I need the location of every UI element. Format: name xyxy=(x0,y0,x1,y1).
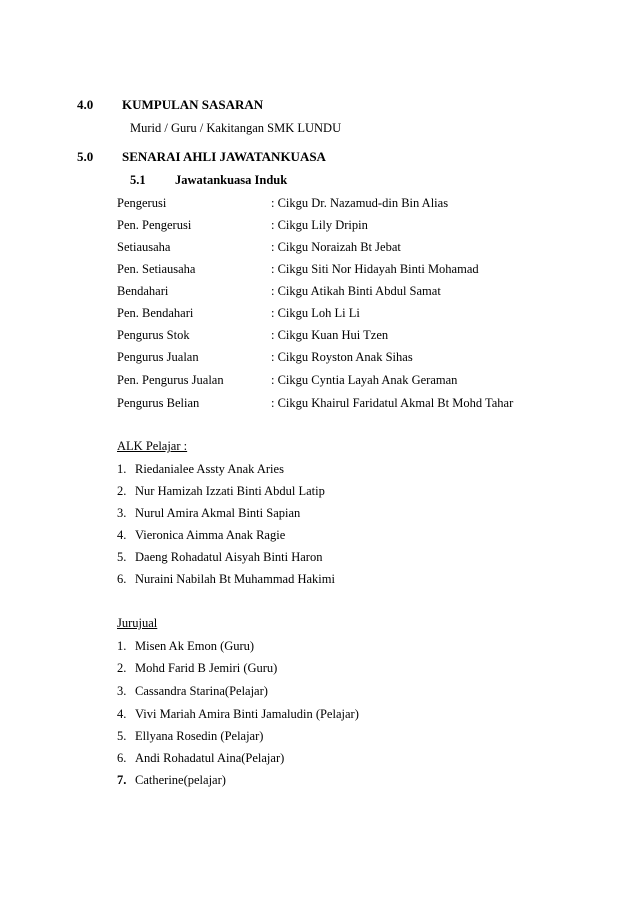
committee-member: : Cikgu Atikah Binti Abdul Samat xyxy=(271,284,441,298)
committee-member: : Cikgu Lily Dripin xyxy=(271,218,368,232)
list-item xyxy=(117,773,226,788)
committee-row xyxy=(117,196,617,214)
list-item xyxy=(117,506,300,521)
list-text: Nur Hamizah Izzati Binti Abdul Latip xyxy=(135,484,325,498)
list-item xyxy=(117,484,325,499)
list-text: Nurul Amira Akmal Binti Sapian xyxy=(135,506,301,520)
list-item xyxy=(117,639,254,654)
list-number: 4. xyxy=(117,707,127,721)
list-number: 2. xyxy=(117,661,127,675)
committee-member: : Cikgu Royston Anak Sihas xyxy=(271,350,413,364)
committee-member: : Cikgu Cyntia Layah Anak Geraman xyxy=(271,373,458,387)
list-item xyxy=(117,550,322,565)
list-text: Cassandra Starina(Pelajar) xyxy=(135,684,268,698)
section-5-title: SENARAI AHLI JAWATANKUASA xyxy=(122,149,326,164)
section-4-title: KUMPULAN SASARAN xyxy=(122,97,264,112)
list-item xyxy=(117,729,263,744)
list-number: 6. xyxy=(117,572,127,586)
list-text: Riedanialee Assty Anak Aries xyxy=(135,462,284,476)
list-text: Misen Ak Emon (Guru) xyxy=(135,639,255,653)
list-text: Nuraini Nabilah Bt Muhammad Hakimi xyxy=(135,572,335,586)
committee-role: Pen. Bendahari xyxy=(117,306,194,320)
committee-member: : Cikgu Loh Li Li xyxy=(271,306,360,320)
list-number: 3. xyxy=(117,684,127,698)
committee-row xyxy=(117,396,617,414)
list-text: Mohd Farid B Jemiri (Guru) xyxy=(135,661,278,675)
list-item xyxy=(117,707,359,722)
committee-row xyxy=(117,328,617,346)
list-item xyxy=(117,684,268,699)
list-text: Vivi Mariah Amira Binti Jamaludin (Pelajar) xyxy=(135,707,359,721)
list-item xyxy=(117,462,284,477)
jurujual-heading: Jurujual xyxy=(117,616,158,630)
committee-role: Pen. Pengurus Jualan xyxy=(117,373,224,387)
list-number: 5. xyxy=(117,729,127,743)
list-text: Catherine(pelajar) xyxy=(135,773,226,787)
list-number: 4. xyxy=(117,528,127,542)
committee-role: Pen. Pengerusi xyxy=(117,218,192,232)
committee-member: : Cikgu Noraizah Bt Jebat xyxy=(271,240,401,254)
committee-row xyxy=(117,373,617,391)
list-number: 3. xyxy=(117,506,127,520)
committee-member: : Cikgu Kuan Hui Tzen xyxy=(271,328,389,342)
committee-member: : Cikgu Khairul Faridatul Akmal Bt Mohd Tahar xyxy=(271,396,514,410)
list-item xyxy=(117,751,284,766)
list-number: 1. xyxy=(117,639,127,653)
list-item xyxy=(117,661,277,676)
committee-role: Pengerusi xyxy=(117,196,167,210)
committee-row xyxy=(117,218,617,236)
committee-row xyxy=(117,306,617,324)
committee-row xyxy=(117,240,617,258)
committee-role: Pengurus Belian xyxy=(117,396,200,410)
section-5-number: 5.0 xyxy=(77,149,94,164)
list-item xyxy=(117,528,285,543)
committee-row xyxy=(117,284,617,302)
list-number: 6. xyxy=(117,751,127,765)
list-item xyxy=(117,572,335,587)
subsection-number: 5.1 xyxy=(130,173,146,187)
list-number: 5. xyxy=(117,550,127,564)
committee-member: : Cikgu Dr. Nazamud-din Bin Alias xyxy=(271,196,449,210)
committee-row xyxy=(117,350,617,368)
committee-role: Bendahari xyxy=(117,284,169,298)
committee-row xyxy=(117,262,617,280)
committee-role: Pengurus Stok xyxy=(117,328,190,342)
alk-heading: ALK Pelajar : xyxy=(117,439,188,453)
section-4-number: 4.0 xyxy=(77,97,94,112)
committee-role: Pen. Setiausaha xyxy=(117,262,196,276)
committee-role: Pengurus Jualan xyxy=(117,350,199,364)
list-text: Vieronica Aimma Anak Ragie xyxy=(135,528,286,542)
committee-member: : Cikgu Siti Nor Hidayah Binti Mohamad xyxy=(271,262,479,276)
list-text: Andi Rohadatul Aina(Pelajar) xyxy=(135,751,285,765)
section-4-subtitle: Murid / Guru / Kakitangan SMK LUNDU xyxy=(130,121,342,135)
committee-role: Setiausaha xyxy=(117,240,171,254)
list-text: Ellyana Rosedin (Pelajar) xyxy=(135,729,264,743)
list-number: 2. xyxy=(117,484,127,498)
list-number: 7. xyxy=(117,773,127,787)
subsection-title: Jawatankuasa Induk xyxy=(175,173,288,187)
list-text: Daeng Rohadatul Aisyah Binti Haron xyxy=(135,550,323,564)
list-number: 1. xyxy=(117,462,127,476)
